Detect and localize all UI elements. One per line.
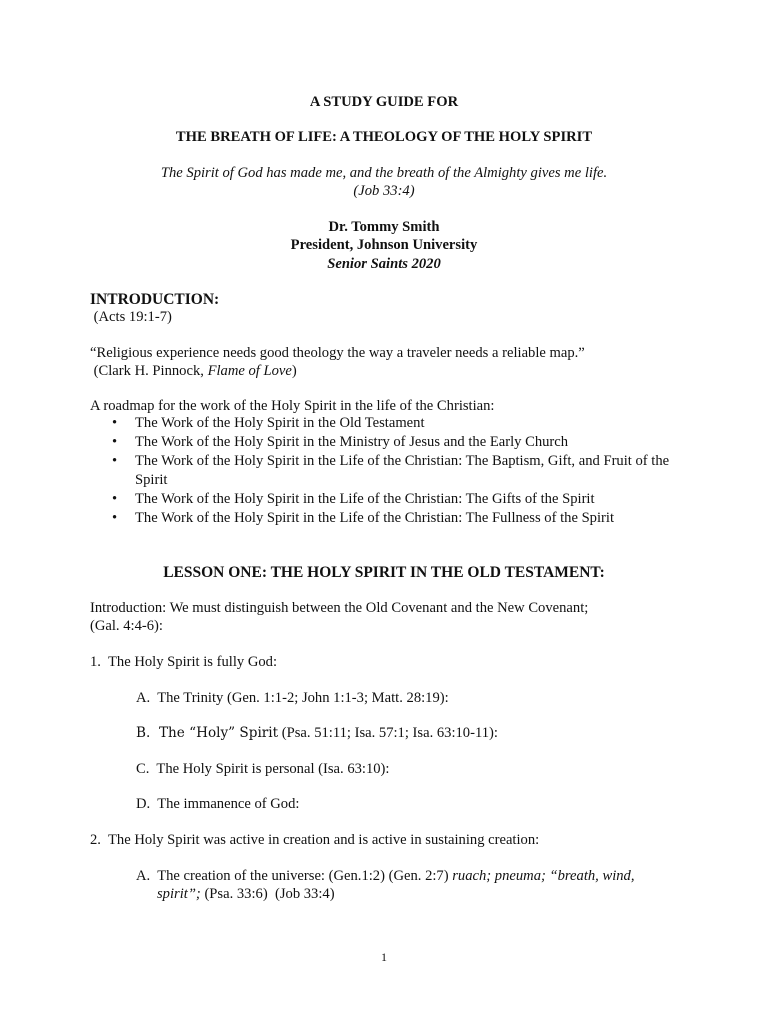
lesson-one-heading: LESSON ONE: THE HOLY SPIRIT IN THE OLD TESTAMENT: (163, 564, 605, 581)
list-item (110, 509, 680, 528)
list-item-text: The Work of the Holy Spirit in the Ministry of Jesus and the Early Church (135, 434, 569, 450)
list-item (110, 414, 680, 433)
point-1a: A. The Trinity (Gen. 1:1-2; John 1:1-3; Matt. 28:19): (136, 690, 449, 706)
epigraph-reference: (Job 33:4) (353, 183, 415, 199)
introduction-heading: INTRODUCTION: (90, 291, 220, 308)
author-title: President, Johnson University (290, 237, 478, 253)
point-1b-label: B. The “Holy” Spirit (136, 725, 279, 741)
list-item (110, 490, 680, 509)
point-2a-refs: A. The creation of the universe: (Gen.1:2) (Gen. 2:7) (136, 868, 453, 884)
pinnock-quote: “Religious experience needs good theology the way a traveler needs a reliable map.” (90, 345, 585, 361)
doc-title-line1: A STUDY GUIDE FOR (309, 94, 459, 110)
point-1d: D. The immanence of God: (136, 796, 300, 812)
point-1c: C. The Holy Spirit is personal (Isa. 63:10): (136, 761, 390, 777)
list-item-text: The Work of the Holy Spirit in the Life of the Christian: The Gifts of the Spirit (135, 491, 595, 507)
introduction-reference: (Acts 19:1-7) (90, 309, 172, 325)
quote-attribution-book: Flame of Love (207, 363, 292, 379)
event-name: Senior Saints 2020 (327, 256, 441, 272)
bullet-icon: • (112, 510, 118, 526)
list-item-text: The Work of the Holy Spirit in the Life of the Christian: The Baptism, Gift, and Fruit of the Spirit (135, 453, 670, 488)
list-item (110, 452, 680, 490)
list-item (110, 433, 680, 452)
point-1: 1. The Holy Spirit is fully God: (90, 654, 278, 670)
point-2a-refs-cont: (Psa. 33:6) (Job 33:4) (200, 886, 335, 902)
bullet-icon: • (112, 415, 118, 431)
point-2a-terms-cont: spirit”; (157, 886, 201, 902)
author-name: Dr. Tommy Smith (328, 219, 440, 235)
quote-attribution-suffix: ) (291, 363, 297, 379)
bullet-icon: • (112, 434, 118, 450)
quote-attribution-prefix: (Clark H. Pinnock, (90, 363, 208, 379)
page-number: 1 (381, 950, 387, 964)
roadmap-intro: A roadmap for the work of the Holy Spirit in the life of the Christian: (90, 398, 495, 414)
point-2: 2. The Holy Spirit was active in creation and is active in sustaining creation: (90, 832, 540, 848)
bullet-icon: • (112, 453, 118, 469)
list-item-text: The Work of the Holy Spirit in the Life of the Christian: The Fullness of the Spirit (135, 510, 615, 526)
point-1b (136, 724, 498, 743)
point-2a-line2 (157, 885, 335, 904)
point-2a-terms: ruach; pneuma; “breath, wind, (452, 868, 635, 884)
lesson-intro-line2: (Gal. 4:4-6): (90, 618, 163, 634)
quote-attribution (90, 362, 297, 381)
doc-title-line2: THE BREATH OF LIFE: A THEOLOGY OF THE HOLY SPIRIT (175, 129, 593, 145)
epigraph: The Spirit of God has made me, and the breath of the Almighty gives me life. (160, 165, 608, 181)
bullet-icon: • (112, 491, 118, 507)
point-1b-refs: (Psa. 51:11; Isa. 57:1; Isa. 63:10-11): (278, 725, 498, 741)
point-2a-line1 (136, 867, 635, 886)
lesson-intro-line1: Introduction: We must distinguish between the Old Covenant and the New Covenant; (90, 600, 589, 616)
roadmap-list (110, 414, 680, 528)
list-item-text: The Work of the Holy Spirit in the Old Testament (135, 415, 425, 431)
